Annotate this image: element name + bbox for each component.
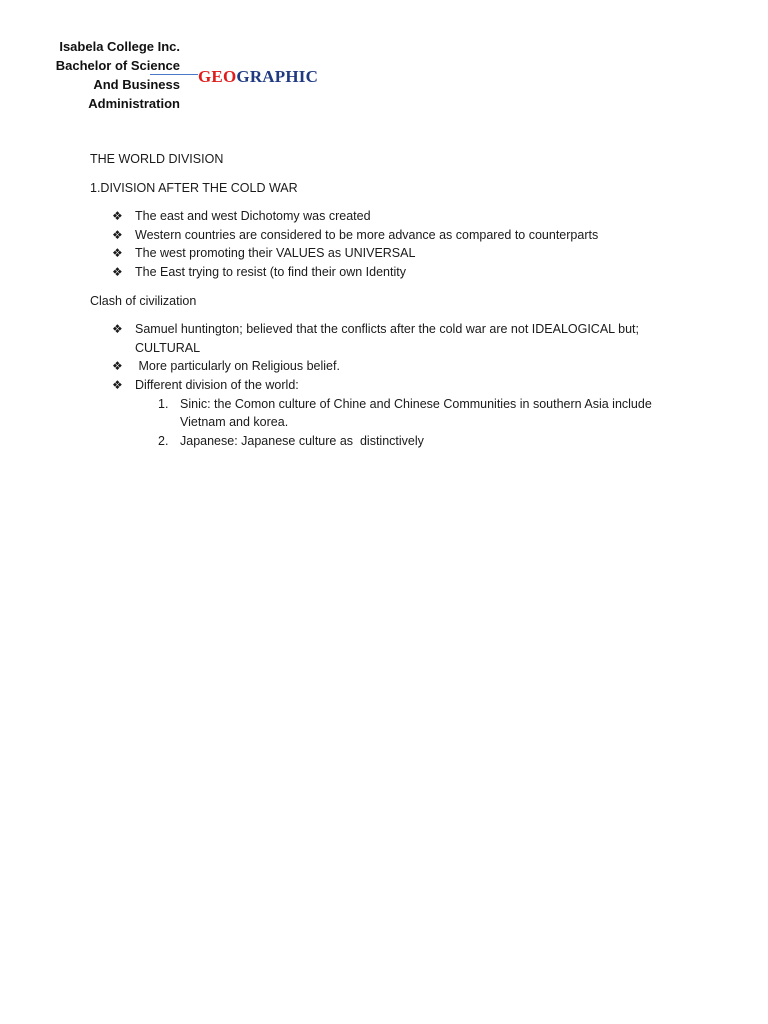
institution-header	[40, 37, 180, 113]
geographic-logo	[198, 67, 318, 87]
institution-name: Isabela College Inc.	[59, 39, 180, 54]
program-line-2: And Business	[93, 77, 180, 92]
list-item-text: The west promoting their VALUES as UNIVERSAL	[135, 246, 416, 261]
diamond-bullet-icon: ❖	[112, 377, 123, 392]
list-item-text: Different division of the world:	[135, 377, 299, 392]
world-division-numbered-list	[90, 395, 690, 451]
section1-heading: 1.DIVISION AFTER THE COLD WAR	[90, 180, 298, 195]
section2-bullet-list	[90, 320, 690, 394]
program-line-1: Bachelor of Science	[55, 58, 180, 73]
item-number: 1.	[158, 396, 169, 411]
section2-heading: Clash of civilization	[90, 293, 197, 308]
list-item	[90, 320, 690, 357]
numbered-item-text: Japanese: Japanese culture as distinctively	[180, 433, 424, 448]
section1-bullet-list	[90, 207, 690, 281]
numbered-item	[90, 395, 690, 432]
numbered-item-text: Sinic: the Comon culture of Chine and Chinese Communities in southern Asia include	[180, 396, 652, 411]
list-item	[90, 244, 690, 263]
diamond-bullet-icon: ❖	[112, 322, 123, 337]
list-item	[90, 376, 690, 395]
logo-geo: GEO	[198, 67, 237, 86]
program-line-3: Administration	[88, 96, 180, 111]
list-item	[90, 263, 690, 282]
list-item-text: Western countries are considered to be more advance as compared to counterparts	[135, 227, 599, 242]
diamond-bullet-icon: ❖	[112, 227, 123, 242]
list-item-text: The east and west Dichotomy was created	[135, 209, 371, 224]
list-item-text: More particularly on Religious belief.	[135, 359, 340, 374]
diamond-bullet-icon: ❖	[112, 246, 123, 261]
logo-graphic: GRAPHIC	[236, 67, 319, 86]
numbered-item	[90, 432, 690, 451]
item-number: 2.	[158, 433, 169, 448]
numbered-item-text-continued: Vietnam and korea.	[180, 415, 289, 430]
list-item	[90, 207, 690, 226]
document-body	[90, 150, 690, 450]
list-item-text-continued: CULTURAL	[135, 340, 201, 355]
diamond-bullet-icon: ❖	[112, 359, 123, 374]
list-item-text: The East trying to resist (to find their own Identity	[135, 264, 406, 279]
list-item	[90, 357, 690, 376]
logo-underline	[150, 74, 198, 75]
list-item-text: Samuel huntington; believed that the conflicts after the cold war are not IDEALOGICAL but;	[135, 322, 639, 337]
diamond-bullet-icon: ❖	[112, 264, 123, 279]
list-item	[90, 226, 690, 245]
diamond-bullet-icon: ❖	[112, 209, 123, 224]
document-title: THE WORLD DIVISION	[90, 152, 224, 166]
